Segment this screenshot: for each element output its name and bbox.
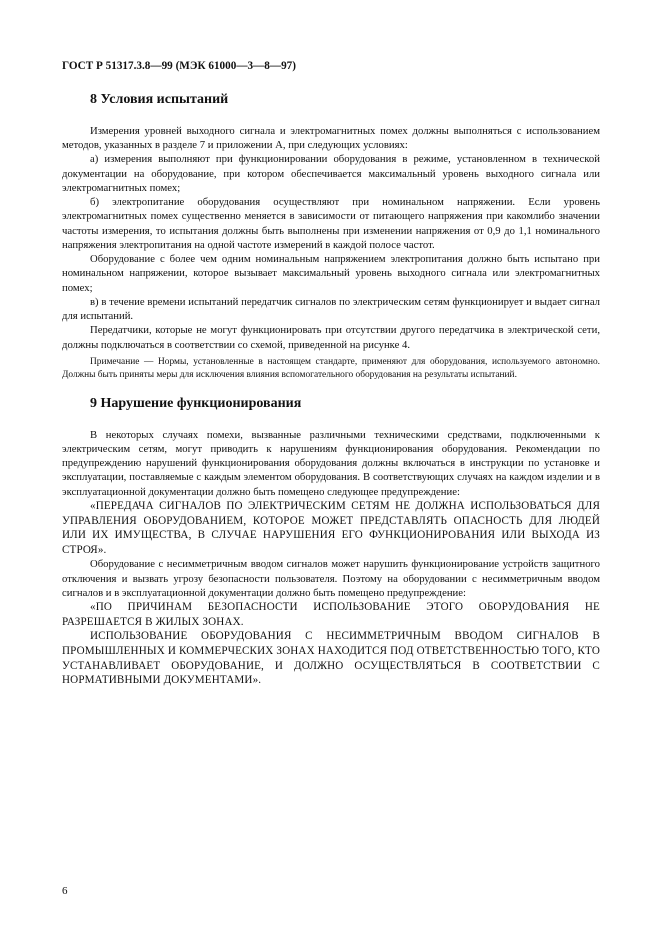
note: Примечание — Нормы, установленные в настоящем стандарте, применяют для оборудования, используемого автономно. Должны быть приняты меры для исключения влияния вспомогательного оборудования на результаты испытаний. bbox=[62, 356, 600, 380]
paragraph: в) в течение времени испытаний передатчик сигналов по электрическим сетям функционирует и выдает сигнал для испытаний. bbox=[62, 295, 600, 323]
section-9-title: 9 Нарушение функционирования bbox=[90, 395, 302, 411]
section-9 bbox=[62, 396, 600, 688]
paragraph: Передатчики, которые не могут функционировать при отсутствии другого передатчика в электрической сети, должны подключаться в соответствии со схемой, приведенной на рисунке 4. bbox=[62, 324, 600, 351]
paragraph: а) измерения выполняют при функционировании оборудования в режиме, установленном в технической документации на оборудование, при котором обеспечивается максимальный уровень выходного сигнала или электромагнитных помех; bbox=[62, 153, 600, 194]
paragraph: б) электропитание оборудования осуществляют при номинальном напряжении. Если уровень электромагнитных помех существенно меняется в зависимости от питающего напряжения при какомлибо значении частоты измерения, то испытания должны быть выполнены при изменении напряжения от 0,9 до 1,1 номинального напряжения электропитания на одной частоте измерений в каждой полосе частот. bbox=[62, 196, 600, 251]
paragraph: В некоторых случаях помехи, вызванные различными техническими средствами, подключенными к электрическим сетям, могут приводить к нарушениям функционирования оборудования. Рекомендации по предупреждению нарушений функционирования оборудования должны включаться в инструкции по установке и эксплуатации, поставляемые с каждым элементом оборудования. В соответствующих случаях на каждом изделии и в эксплуатационной документации должно быть помещено следующее предупреждение: bbox=[62, 428, 600, 498]
paragraph: Оборудование с несимметричным вводом сигналов может нарушить функционирование устройств защитного отключения и вызвать угрозу безопасности пользователя. Поэтому на оборудовании с несимметричным вводом сигналов и в эксплуатационной документации должно быть помещено предупреждение: bbox=[62, 558, 600, 599]
page-number: 6 bbox=[62, 885, 68, 897]
paragraph: Измерения уровней выходного сигнала и электромагнитных помех должны выполняться с использованием методов, указанных в разделе 7 и приложении А, при следующих условиях: bbox=[62, 125, 600, 152]
document-page bbox=[62, 60, 600, 688]
document-header: ГОСТ Р 51317.3.8—99 (МЭК 61000—3—8—97) bbox=[62, 60, 296, 72]
section-8-title: 8 Условия испытаний bbox=[90, 92, 229, 107]
warning-text: «ПО ПРИЧИНАМ БЕЗОПАСНОСТИ ИСПОЛЬЗОВАНИЕ ЭТОГО ОБОРУДОВАНИЯ НЕ РАЗРЕШАЕТСЯ В ЖИЛЫХ ЗОНАХ. bbox=[62, 601, 600, 628]
paragraph: Оборудование с более чем одним номинальным напряжением электропитания должно быть испытано при номинальном напряжении, которое вызывает максимальный уровень выходного сигнала или электромагнитных помех; bbox=[62, 253, 600, 294]
warning-text: «ПЕРЕДАЧА СИГНАЛОВ ПО ЭЛЕКТРИЧЕСКИМ СЕТЯМ НЕ ДОЛЖНА ИСПОЛЬЗОВАТЬСЯ ДЛЯ УПРАВЛЕНИЯ ОБОРУДОВАНИЕМ, КОТОРОЕ МОЖЕТ ПРЕДСТАВЛЯТЬ ОПАСНОСТЬ ДЛЯ ЛЮДЕЙ ИЛИ ИХ ИМУЩЕСТВА, В СЛУЧАЕ НАРУШЕНИЯ ЕГО ФУНКЦИОНИРОВАНИЯ ИЛИ ВЫХОДА ИЗ СТРОЯ». bbox=[62, 499, 600, 556]
warning-text: ИСПОЛЬЗОВАНИЕ ОБОРУДОВАНИЯ С НЕСИММЕТРИЧНЫМ ВВОДОМ СИГНАЛОВ В ПРОМЫШЛЕННЫХ И КОММЕРЧЕСКИХ ЗОНАХ НАХОДИТСЯ ПОД ОТВЕТСТВЕННОСТЬЮ ТОГО, КТО УСТАНАВЛИВАЕТ ОБОРУДОВАНИЕ, И ДОЛЖНО ОСУЩЕСТВЛЯТЬСЯ В СООТВЕТСТВИИ С НОРМАТИВНЫМИ ДОКУМЕНТАМИ». bbox=[62, 630, 600, 687]
